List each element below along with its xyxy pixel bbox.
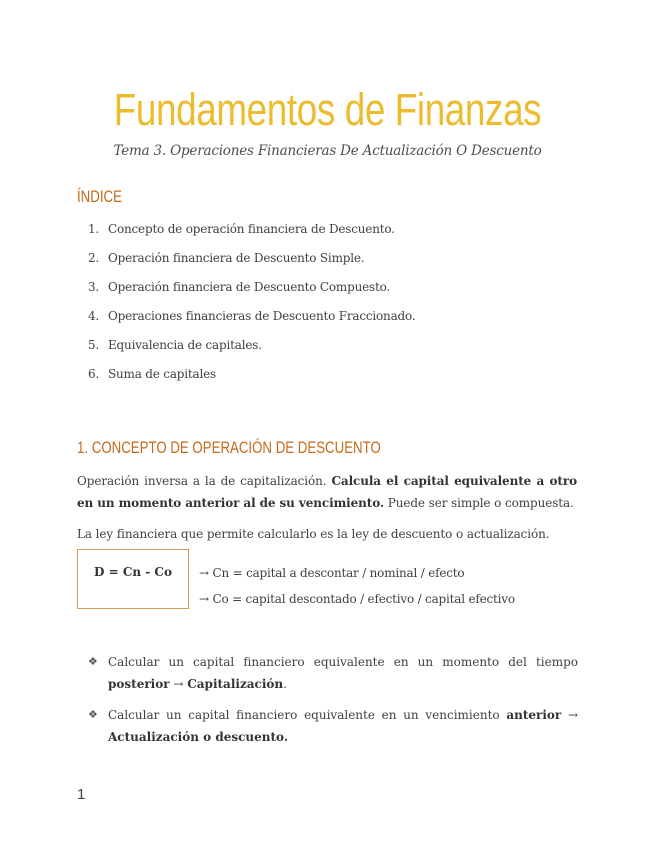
intro-text: Operación inversa a la de capitalización.: [77, 474, 332, 488]
index-item-number: 3.: [88, 280, 100, 294]
index-item: [88, 309, 415, 323]
diamond-bullet-icon: ❖: [88, 655, 98, 668]
index-item-text: Concepto de operación financiera de Descuento.: [108, 222, 395, 236]
bullet-text: [108, 651, 578, 695]
law-paragraph: La ley financiera que permite calcularlo es la ley de descuento o actualización.: [77, 527, 550, 541]
bullet-bold-text: Capitalización: [187, 677, 284, 691]
formula-text: D = Cn - Co: [94, 565, 172, 579]
arrow-text: →: [561, 708, 578, 722]
page-number: 1: [77, 786, 86, 803]
bullet-text-part: Calcular un capital financiero equivalente en un vencimiento: [108, 708, 507, 722]
bullet-text: [108, 704, 578, 748]
index-item-number: 6.: [88, 367, 100, 381]
index-item-text: Operaciones financieras de Descuento Fraccionado.: [108, 309, 416, 323]
bullet-text-end: .: [283, 677, 287, 691]
index-item-text: Operación financiera de Descuento Simple.: [108, 251, 365, 265]
bullet-item: [88, 651, 578, 695]
index-heading: ÍNDICE: [77, 187, 122, 206]
index-item-number: 2.: [88, 251, 100, 265]
index-item-number: 1.: [88, 222, 100, 236]
document-title: Fundamentos de Finanzas: [113, 84, 542, 135]
diamond-bullet-icon: ❖: [88, 708, 98, 721]
bullet-text-part: Calcular un capital financiero equivalente en un momento del tiempo: [108, 655, 578, 669]
index-item-number: 4.: [88, 309, 100, 323]
intro-text-end: Puede ser simple o compuesta.: [384, 496, 574, 510]
bullet-bold-text: posterior: [108, 677, 170, 691]
definition-cn: → Cn = capital a descontar / nominal / efecto: [199, 566, 465, 580]
document-subtitle: Tema 3. Operaciones Financieras De Actualización O Descuento: [113, 143, 542, 159]
index-item: [88, 367, 216, 381]
index-item: [88, 280, 390, 294]
index-item-text: Suma de capitales: [108, 367, 216, 381]
bullet-item: [88, 704, 578, 748]
index-item: [88, 338, 262, 352]
index-item: [88, 251, 364, 265]
bullet-bold-text: anterior: [506, 708, 562, 722]
index-item: [88, 222, 395, 236]
intro-paragraph: [77, 470, 577, 514]
bullet-bold-text: Actualización o descuento.: [108, 730, 289, 744]
intro-bold-text: Calcula el capital equivalente a otro en un momento anterior al de su vencimiento.: [77, 474, 577, 510]
definition-co: → Co = capital descontado / efectivo / capital efectivo: [199, 592, 515, 606]
index-item-number: 5.: [88, 338, 100, 352]
formula-box: [77, 549, 189, 609]
index-item-text: Operación financiera de Descuento Compuesto.: [108, 280, 391, 294]
arrow-text: →: [169, 677, 188, 691]
index-item-text: Equivalencia de capitales.: [108, 338, 262, 352]
section-heading: 1. CONCEPTO DE OPERACIÓN DE DESCUENTO: [77, 438, 381, 457]
